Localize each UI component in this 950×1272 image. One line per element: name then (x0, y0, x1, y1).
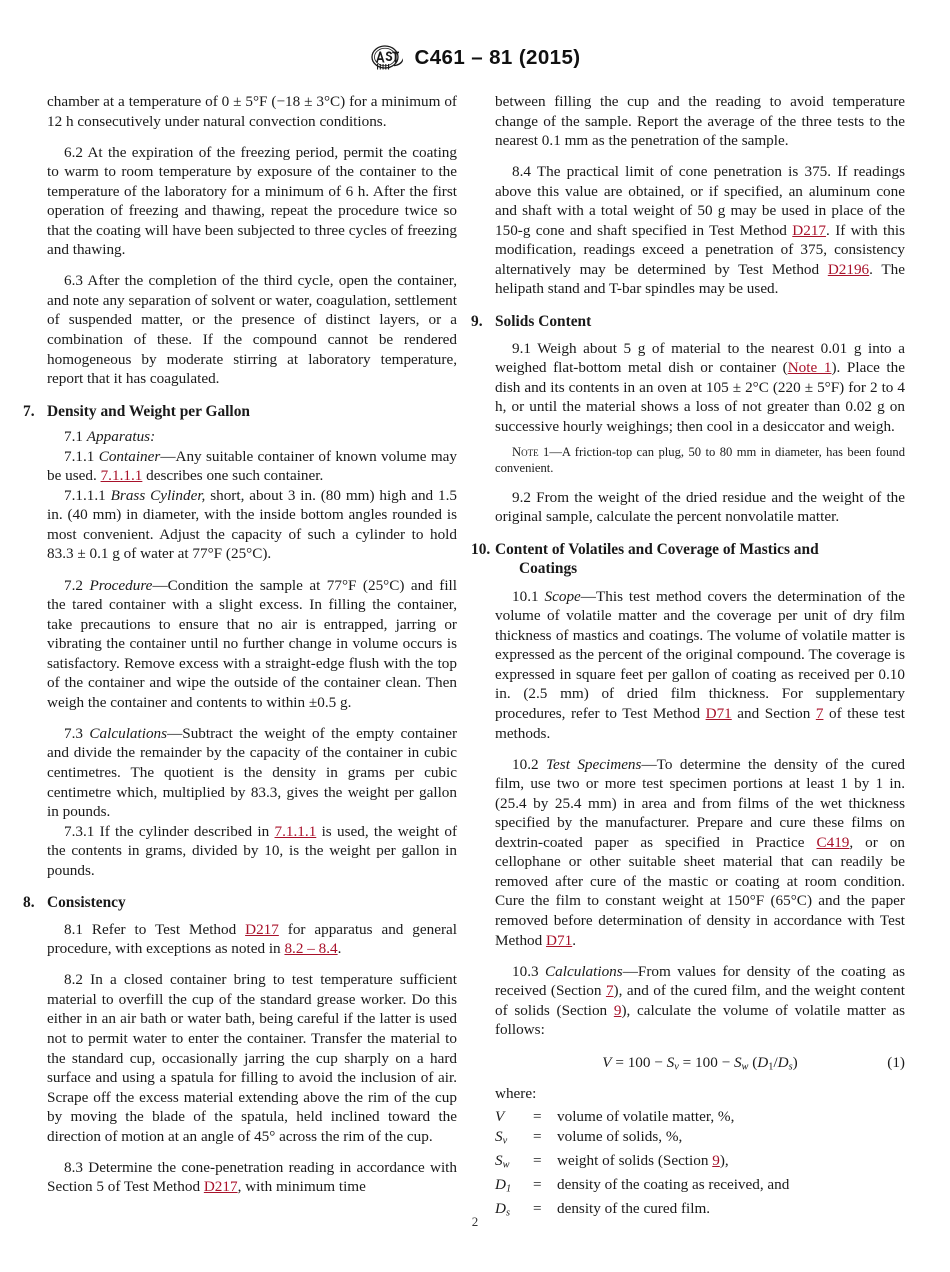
paragraph-8-4-text-b: . If with this modification, readings exceed a penetration of 375, consistency alternatively may be determined by Test Method (495, 221, 906, 278)
paragraph-7-2-text: —Condition the sample at 77°F (25°C) and fill the tared container with a slight excess. In filling the container, take precautions to ensure that no air is entrapped, jarring or vibrating the container until no further change in volume occurs is satisfactory. Remove excess with a straight-edge flush with the top of the container and wipe the outside of the container clean. Then weigh the container and contents to within ±0.5 g. (47, 576, 458, 711)
cross-reference-d217-1[interactable]: D217 (245, 920, 279, 938)
definition-equals-sign: = (533, 1152, 542, 1170)
definition-symbol: $S_w$ (495, 1152, 510, 1171)
paragraph-9-2: 9.2 From the weight of the dried residue and the weight of the original sample, calculate the percent nonvolatile matter. (495, 488, 905, 526)
right-column (471, 92, 906, 1220)
equation-sw-sub: w (741, 1061, 749, 1073)
definition-equals-sign: = (533, 1176, 542, 1194)
definition-text: density of the cured film. (557, 1200, 711, 1218)
heading-8-number: 8. (23, 894, 35, 912)
paragraph-8-3 (47, 1158, 457, 1197)
heading-section-10 (471, 540, 905, 579)
heading-9-number: 9. (471, 312, 483, 330)
cross-reference-section-7-b[interactable]: 7 (605, 982, 614, 1000)
symbol-definition-row (495, 1127, 789, 1151)
cross-reference-d217-3[interactable]: D217 (792, 221, 827, 239)
equation-lhs: V (602, 1053, 612, 1071)
note-1-text: 1—A friction-top can plug, 50 to 80 mm in diameter, has been found convenient. (495, 445, 905, 475)
paragraph-9-1-text-a: 9.1 Weigh about 5 g of material to the nearest 0.01 g into a weighed flat-bottom metal dish or container ( (495, 339, 905, 377)
heading-section-9 (471, 312, 905, 332)
paragraph-10-1-title: Scope (544, 587, 581, 605)
definition-symbol-subscript: v (502, 1135, 508, 1147)
symbol-definition-list (495, 1107, 789, 1223)
heading-10-title-line1: Content of Volatiles and Coverage of Mastics and (495, 540, 819, 558)
paragraph-7-1-1-1 (47, 486, 457, 564)
definition-equals-sign: = (533, 1127, 542, 1145)
paragraph-8-1-text-b: for apparatus and general procedure, with exceptions as noted in (47, 920, 457, 958)
cross-reference-note-1[interactable]: Note 1 (787, 359, 832, 377)
paragraph-6-2: 6.2 At the expiration of the freezing period, permit the coating to warm to room temperature by exposure of the container to the temperature of the laboratory for a minimum of 6 h. After the first operation of freezing and thawing, repeat the procedure twice so that the coating will have been subjected to three cycles of freezing and thawing. (47, 143, 457, 259)
equation-1-number: (1) (887, 1053, 905, 1071)
definition-symbol-subscript: 1 (505, 1183, 512, 1195)
heading-9-title: Solids Content (495, 312, 592, 330)
equation-operator-1: = 100 − (611, 1053, 667, 1071)
note-1-label: Note (512, 445, 539, 460)
left-column (23, 92, 458, 1197)
definition-symbol: $S_v$ (495, 1127, 508, 1147)
paragraph-7-1 (47, 427, 457, 447)
paragraph-7-2-title: Procedure (89, 576, 153, 594)
paragraph-7-3-1-text-a: 7.3.1 If the cylinder described in (64, 822, 275, 840)
equation-operator-2: = 100 − (678, 1053, 734, 1071)
paragraph-7-1-1 (47, 447, 457, 486)
paragraph-7-3-text: —Subtract the weight of the empty container and divide the remainder by the capacity of the container in cubic centimetres. The quotient is the density in grams per cubic centimetre which, multiplied by 83.3, gives the weight per gallon in pounds. (47, 724, 458, 821)
paragraph-7-3 (47, 724, 457, 822)
definition-text: density of the coating as received, and (557, 1176, 790, 1194)
cross-reference-8-2-8-4[interactable]: 8.2 – 8.4 (284, 940, 338, 958)
heading-section-8 (23, 893, 457, 913)
paragraph-8-3-continued: between filling the cup and the reading to avoid temperature change of the sample. Report the average of the three tests to the nearest 0.1 mm as the penetration of the sample. (495, 93, 905, 150)
equation-1 (495, 1052, 905, 1079)
symbol-definition-row (495, 1175, 789, 1199)
paragraph-10-2-text-b: , or on cellophane or other suitable sheet material that can readily be removed after cure of the mastic or coating at room condition. Cure the film to constant weight at 150°F (65°C) and the paper removed before determination of density in accordance with Test Method (495, 833, 905, 949)
heading-section-7 (23, 402, 457, 422)
definition-symbol: V (495, 1108, 505, 1126)
definition-symbol-subscript: s (505, 1208, 510, 1220)
equation-paren-open: ( (748, 1053, 758, 1071)
equation-ds-base: D (777, 1053, 789, 1071)
paragraph-9-1 (495, 339, 905, 437)
paragraph-7-1-1-number: 7.1.1 (64, 447, 95, 465)
paragraph-7-3-1 (47, 822, 457, 881)
heading-7-number: 7. (23, 402, 35, 420)
paragraph-7-2 (47, 576, 457, 713)
paragraph-10-1-text-a: —This test method covers the determination of the volume of volatile matter and the coverage per unit of dry film thickness of mastics and coatings. The volume of volatile matter is expressed as the percent of the original compound. The coverage is expressed in square feet per gallon of coating as received per 0.10 in. (2.5 mm) of dried film thickness. For supplementary procedures, refer to Test Method (495, 587, 906, 723)
paragraph-7-1-1-text-b: describes one such container. (142, 467, 324, 485)
paragraph-10-3-text-b: ), and of the cured film, and the weight content of solids (Section (495, 982, 905, 1019)
paragraph-8-4-text-c: . The helipath stand and T-bar spindles may be used. (495, 260, 905, 298)
heading-7-title: Density and Weight per Gallon (47, 402, 250, 420)
equation-sw-base: S (733, 1053, 742, 1071)
paragraph-10-2 (495, 755, 905, 950)
paragraph-10-2-number: 10.2 (512, 755, 539, 773)
paragraph-10-3 (495, 962, 905, 1040)
equation-sv-sub: v (674, 1061, 679, 1073)
note-1 (495, 445, 905, 476)
paragraph-10-2-title: Test Specimens (546, 755, 642, 773)
cross-reference-d71-1[interactable]: D71 (705, 705, 732, 723)
paragraph-8-1 (47, 920, 457, 959)
definition-text: volume of volatile matter, %, (557, 1108, 735, 1126)
cross-reference-c419[interactable]: C419 (816, 833, 850, 851)
definition-cross-reference[interactable]: 9 (712, 1152, 720, 1170)
cross-reference-d2196[interactable]: D2196 (827, 260, 870, 278)
symbol-definition-body (495, 1107, 789, 1223)
paragraph-7-3-title: Calculations (89, 724, 168, 742)
paragraph-10-1-number: 10.1 (512, 587, 539, 605)
paragraph-10-3-text-a: —From values for density of the coating as received (Section (495, 962, 905, 1000)
definition-equals-sign: = (533, 1108, 542, 1126)
equation-slash: / (773, 1053, 778, 1071)
cross-reference-7-1-1-1[interactable]: 7.1.1.1 (100, 467, 143, 485)
paragraph-10-1-text-b: and Section (731, 705, 816, 723)
cross-reference-section-9[interactable]: 9 (613, 1001, 622, 1019)
heading-8-title: Consistency (47, 894, 126, 912)
equation-ds-sub: s (788, 1061, 793, 1073)
paragraph-7-1-1-1-title: Brass Cylinder, (110, 486, 206, 504)
paragraph-7-1-title: Apparatus: (86, 428, 156, 446)
paragraph-8-1-text-c: . (337, 940, 342, 958)
paragraph-7-1-1-title: Container (98, 447, 161, 465)
paragraph-8-1-text-a: 8.1 Refer to Test Method (64, 920, 246, 938)
heading-10-number: 10. (471, 540, 491, 558)
page-number: 2 (471, 1214, 479, 1229)
equation-paren-close: ) (792, 1053, 798, 1071)
document-designation: C461 – 81 (2015) (414, 46, 581, 69)
paragraph-10-2-text-a: —To determine the density of the cured film, use two or more test specimen portions at least 1 by 1 in. (25.4 by 25.4 mm) in area and from films of the wet thickness specified by the manufacturer. Prepare and cure these films on dextrin-coated paper as specified in Practice (495, 755, 906, 851)
symbol-definition-row (495, 1107, 789, 1127)
definition-equals-sign: = (533, 1200, 542, 1218)
cross-reference-7-1-1-1-second[interactable]: 7.1.1.1 (274, 822, 317, 840)
paragraph-7-3-1-text-b: is used, the weight of the contents in grams, divided by 10, is the weight per gallon in pounds. (47, 822, 458, 879)
paragraph-7-1-number: 7.1 (64, 428, 83, 446)
paragraph-10-3-text-c: ), calculate the volume of volatile matter as follows: (495, 1001, 905, 1039)
paragraph-8-4 (495, 162, 905, 299)
definition-text: volume of solids, %, (557, 1127, 683, 1145)
cross-reference-d217-2[interactable]: D217 (203, 1178, 238, 1196)
definition-text: weight of solids (Section 9), (557, 1152, 729, 1170)
paragraph-8-3-text-a: 8.3 Determine the cone-penetration reading in accordance with Section 5 of Test Method (47, 1158, 457, 1196)
paragraph-8-3-text-b: , with minimum time (237, 1178, 366, 1196)
definition-symbol: $D_s$ (495, 1200, 510, 1220)
paragraph-10-2-text-c: . (572, 931, 576, 949)
astm-logo-icon (370, 44, 404, 72)
paragraph-10-1 (495, 587, 905, 743)
definition-symbol-subscript: w (502, 1159, 510, 1171)
equation-d1-sub: 1 (768, 1061, 774, 1073)
cross-reference-d71-2[interactable]: D71 (546, 931, 573, 949)
two-column-body (23, 92, 906, 1220)
equation-d1-base: D (757, 1053, 769, 1071)
equation-1-row (495, 1052, 905, 1076)
paragraph-7-3-number: 7.3 (64, 724, 83, 742)
symbol-definition-row (495, 1151, 789, 1175)
paragraph-6-1-continued: chamber at a temperature of 0 ± 5°F (−18 ± 3°C) for a minimum of 12 h consecutively under natural convection conditions. (47, 93, 457, 130)
paragraph-6-3: 6.3 After the completion of the third cycle, open the container, and note any separation of solvent or water, coagulation, settlement of suspended matter, or the presence of distinct layers, or a combination of these. If the compound cannot be rendered homogeneous by moderate stirring at laboratory temperature, report that it has coagulated. (47, 272, 457, 388)
paragraph-10-3-number: 10.3 (512, 962, 539, 980)
paragraph-10-1-text-c: of these test methods. (495, 705, 905, 742)
definition-symbol: $D_1$ (495, 1176, 512, 1195)
heading-10-title-line2: Coatings (519, 560, 578, 578)
paragraph-7-1-1-1-number: 7.1.1.1 (64, 486, 106, 504)
paragraph-7-1-1-text-a: —Any suitable container of known volume may be used. (47, 447, 458, 485)
equation-sv-base: S (666, 1053, 675, 1071)
paragraph-7-2-number: 7.2 (64, 576, 83, 594)
document-header (0, 44, 950, 72)
where-label: where: (495, 1084, 537, 1102)
cross-reference-section-7[interactable]: 7 (815, 705, 824, 723)
paragraph-8-2: 8.2 In a closed container bring to test temperature sufficient material to overfill the cup of the standard grease worker. Do this either in an air bath or water bath, being careful if the latter is used not to permit water to enter the container. Transfer the material to the standard cup, occasionally jarring the cup sharply on a hard surface and using a spatula for filling to avoid the inclusion of air. Scrape off the excess material extending above the rim of the cup by moving the blade of the spatula, held inclined toward the direction of motion at an angle of 45° across the rim of the cup. (47, 971, 457, 1145)
paragraph-8-4-text-a: 8.4 The practical limit of cone penetration is 375. If readings above this value are obtained, or if specified, an aluminum cone and shaft with a total weight of 50 g may be used in place of the 150-g cone and shaft specified in Test Method (495, 163, 905, 239)
paragraph-9-1-text-b: ). Place the dish and its contents in an oven at 105 ± 2°C (220 ± 5°F) for 2 to 4 h, or until the material shows a loss of not greater than 0.02 g on successive hourly weighings; then cool in a desiccator and weigh. (495, 359, 905, 435)
paragraph-10-3-title: Calculations (545, 962, 623, 980)
paragraph-7-1-1-1-text: short, about 3 in. (80 mm) high and 1.5 in. (40 mm) in diameter, with the inside bottom angles rounded is most convenient. Adjust the capacity of such a cylinder to hold 83.3 ± 0.1 g of water at 77°F (25°C). (47, 486, 457, 563)
